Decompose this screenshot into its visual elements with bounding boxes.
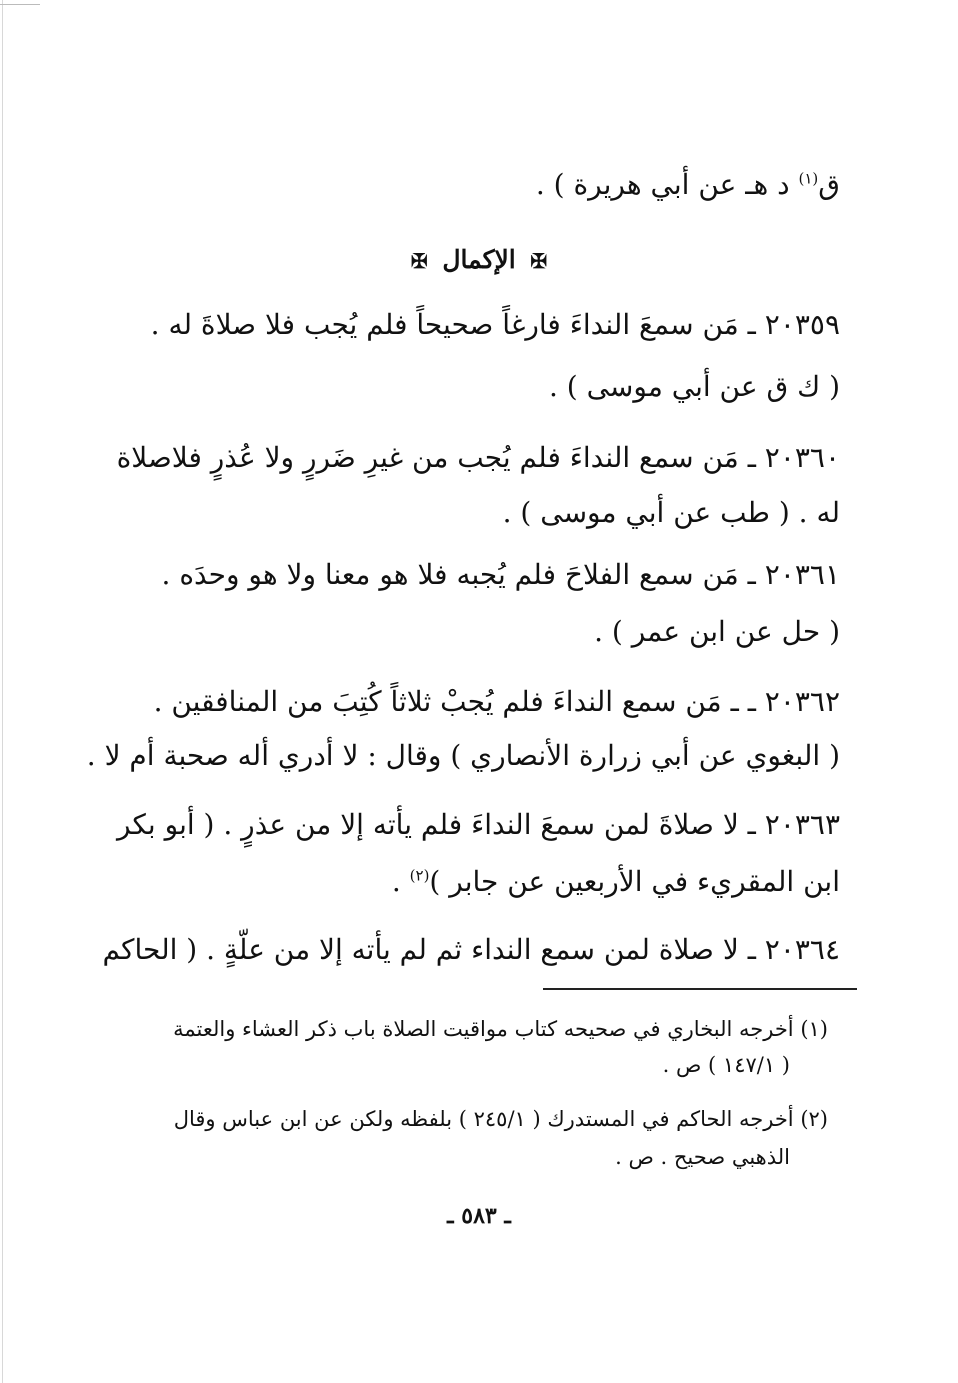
footnote-divider [543,988,857,990]
hadith-source: ( البغوي عن أبي زرارة الأنصاري ) وقال : لا أدري أله صحبة أم لا . [86,739,840,772]
footnote-line: (٢) أخرجه الحاكم في المستدرك ( ٢٤٥/١ ) بلفظه ولكن عن ابن عباس وقال [173,1107,828,1131]
footnote-ref-2: (٢) [409,866,430,885]
scan-edge [2,0,3,1383]
footnote-line: ( ١٤٧/١ ) ص . [662,1053,790,1077]
top-line-pre: ق [818,168,840,201]
hadith-source-tail: . [391,865,410,898]
hadith-line: ٢٠٣٦٢ ـ ـ مَن سمع النداءَ فلم يُجبْ ثلاثاً كُتِبَ من المنافقين . [153,685,840,718]
ornament-left-icon: ✠ [410,249,428,273]
footnote-line: الذهبي صحيح . ص . [615,1145,790,1169]
page-number: ـ ٥٨٣ ـ [447,1203,511,1229]
section-title: الإكمال [442,245,516,274]
hadith-source: ( حل عن ابن عمر ) . [594,615,840,648]
scan-mark [0,4,40,5]
hadith-line: ٢٠٣٦٣ ـ لا صلاةَ لمن سمعَ النداءَ فلم يأته إلا من عذرٍ . ( أبو بكر [117,808,840,841]
hadith-line: ٢٠٣٦٤ ـ لا صلاة لمن سمع النداء ثم لم يأته إلا من علّةٍ . ( الحاكم [102,933,840,966]
hadith-line: ٢٠٣٦١ ـ مَن سمع الفلاحَ فلم يُجبه فلا هو معنا ولا هو وحدَه . [161,558,840,591]
footnote-line: (١) أخرجه البخاري في صحيحه كتاب مواقيت الصلاة باب ذكر العشاء والعتمة [173,1017,828,1041]
footnote-ref-1: (١) [798,169,819,188]
hadith-line: ٢٠٣٥٩ ـ مَن سمعَ النداءَ فارغاً صحيحاً فلم يُجب فلا صلاةَ له . [150,308,840,341]
section-header [0,238,958,282]
hadith-source-text: ابن المقريء في الأربعين عن جابر ) [429,865,840,898]
hadith-line: ٢٠٣٦٠ ـ مَن سمع النداءَ فلم يُجب من غيرِ ضَررٍ ولا عُذرٍ فلاصلاة [116,441,840,474]
continuation-line [536,165,840,205]
hadith-source: ( ك ق عن أبي موسى ) . [548,370,840,403]
hadith-source [392,862,840,902]
top-line-post: د هـ عن أبي هريرة ) . [535,168,799,201]
ornament-right-icon: ✠ [530,249,548,273]
hadith-source: له . ( طب عن أبي موسى ) . [502,496,840,529]
